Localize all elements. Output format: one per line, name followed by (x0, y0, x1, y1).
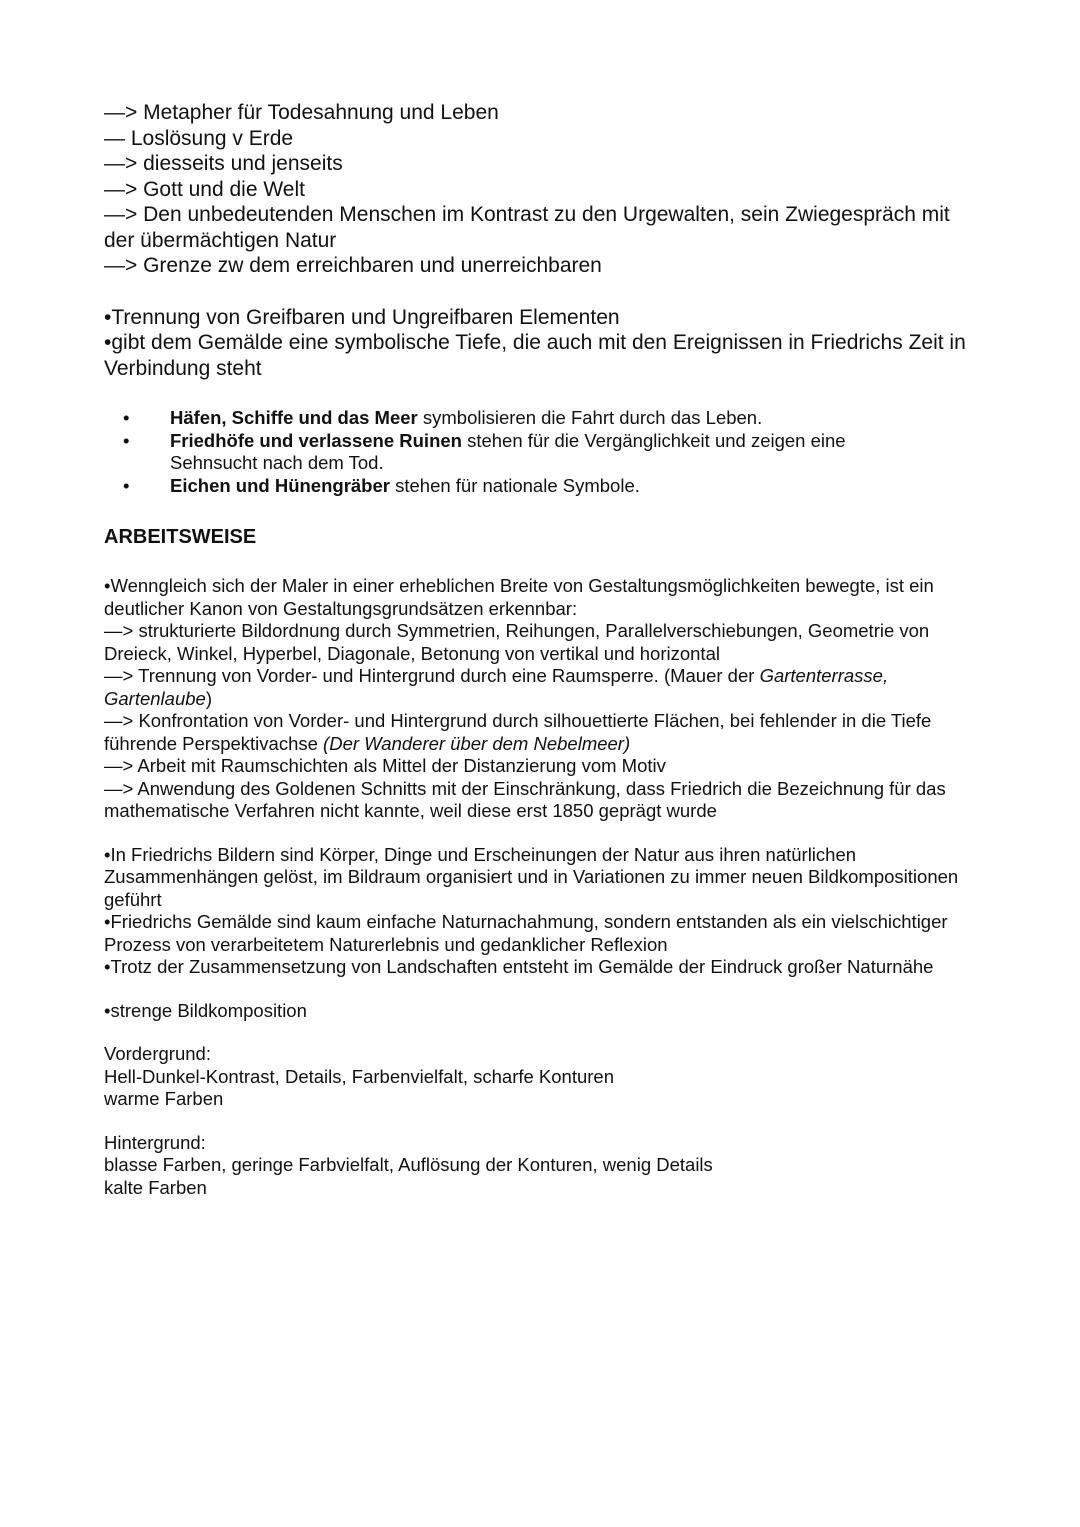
foreground-line: warme Farben (104, 1088, 224, 1109)
principle-line: —> Konfrontation von Vorder- und Hintergrund durch silhouettierte Flächen, bei fehlender in die Tiefe führende Perspektivachse (Der Wanderer über dem Nebelmeer) (104, 710, 932, 754)
symbol-description: stehen für die Vergänglichkeit und zeigen eine Sehnsucht nach dem Tod. (170, 429, 846, 473)
foreground-title: Vordergrund: (104, 1043, 211, 1064)
list-item (123, 475, 984, 498)
symbolism-point: •Trennung von Greifbaren und Ungreifbaren Elementen (104, 305, 620, 329)
observations (104, 844, 984, 979)
foreground-block (104, 1043, 984, 1111)
symbolism-points (104, 305, 984, 382)
symbol-description: stehen für nationale Symbole. (389, 474, 640, 496)
metaphor-line: —> Grenze zw dem erreichbaren und unerreichbaren (104, 254, 602, 277)
principle-line: —> Arbeit mit Raumschichten als Mittel der Distanzierung vom Motiv (104, 755, 666, 776)
background-block (104, 1132, 984, 1200)
principle-line: —> strukturierte Bildordnung durch Symmetrien, Reihungen, Parallelverschiebungen, Geometrie von Dreieck, Winkel, Hyperbel, Diagonale, Betonung von vertikal und horizontal (104, 620, 930, 664)
symbol-bullet-list (123, 407, 984, 497)
list-item (123, 407, 984, 430)
section-heading: ARBEITSWEISE (104, 526, 257, 548)
bullet-marker: • (123, 474, 130, 496)
bullet-marker: • (123, 407, 130, 428)
bullet-marker: • (123, 429, 130, 451)
symbol-description: symbolisieren die Fahrt durch das Leben. (417, 407, 763, 428)
observation-line: •Friedrichs Gemälde sind kaum einfache Naturnachahmung, sondern entstanden als ein vielschichtiger Prozess von verarbeitetem Naturerlebnis und gedanklicher Reflexion (104, 911, 948, 955)
metaphor-line: —> Gott und die Welt (104, 177, 305, 201)
background-line: blasse Farben, geringe Farbvielfalt, Auflösung der Konturen, wenig Details (104, 1154, 713, 1175)
arbeitsweise-section (104, 575, 984, 823)
metaphor-line: —> diesseits und jenseits (104, 152, 343, 175)
observation-line: •In Friedrichs Bildern sind Körper, Dinge und Erscheinungen der Natur aus ihren natürlichen Zusammenhängen gelöst, im Bildraum organisiert und in Variationen zu immer neuen Bildkompositionen geführt (104, 843, 959, 910)
composition-note: •strenge Bildkomposition (104, 999, 307, 1021)
background-title: Hintergrund: (104, 1131, 206, 1153)
metaphor-line: —> Metapher für Todesahnung und Leben (104, 101, 499, 124)
metaphor-line: — Loslösung v Erde (104, 126, 294, 150)
principle-line: —> Trennung von Vorder- und Hintergrund durch eine Raumsperre. (Mauer der Gartenterrasse, Gartenlaube) (104, 665, 889, 709)
observation-line: •Trotz der Zusammensetzung von Landschaften entsteht im Gemälde der Eindruck großer Naturnähe (104, 956, 934, 977)
symbolism-point: •gibt dem Gemälde eine symbolische Tiefe, die auch mit den Ereignissen in Friedrichs Zeit in Verbindung steht (104, 331, 966, 380)
arbeitsweise-intro: •Wenngleich sich der Maler in einer erheblichen Breite von Gestaltungsmöglichkeiten bewegte, ist ein deutlicher Kanon von Gestaltungsgrundsätzen erkennbar: (104, 575, 934, 619)
document-page (104, 100, 984, 1199)
symbol-term: Friedhöfe und verlassene Ruinen (170, 429, 462, 451)
principle-line: —> Anwendung des Goldenen Schnitts mit der Einschränkung, dass Friedrich die Bezeichnung für das mathematische Verfahren nicht kannte, weil diese erst 1850 geprägt wurde (104, 777, 946, 821)
metaphor-list (104, 100, 984, 279)
foreground-line: Hell-Dunkel-Kontrast, Details, Farbenvielfalt, scharfe Konturen (104, 1065, 615, 1087)
list-item (123, 430, 984, 475)
symbol-term: Eichen und Hünengräber (170, 474, 390, 496)
metaphor-line: —> Den unbedeutenden Menschen im Kontrast zu den Urgewalten, sein Zwiegespräch mit der übermächtigen Natur (104, 203, 950, 252)
symbol-term: Häfen, Schiffe und das Meer (170, 407, 418, 428)
background-line: kalte Farben (104, 1176, 207, 1198)
